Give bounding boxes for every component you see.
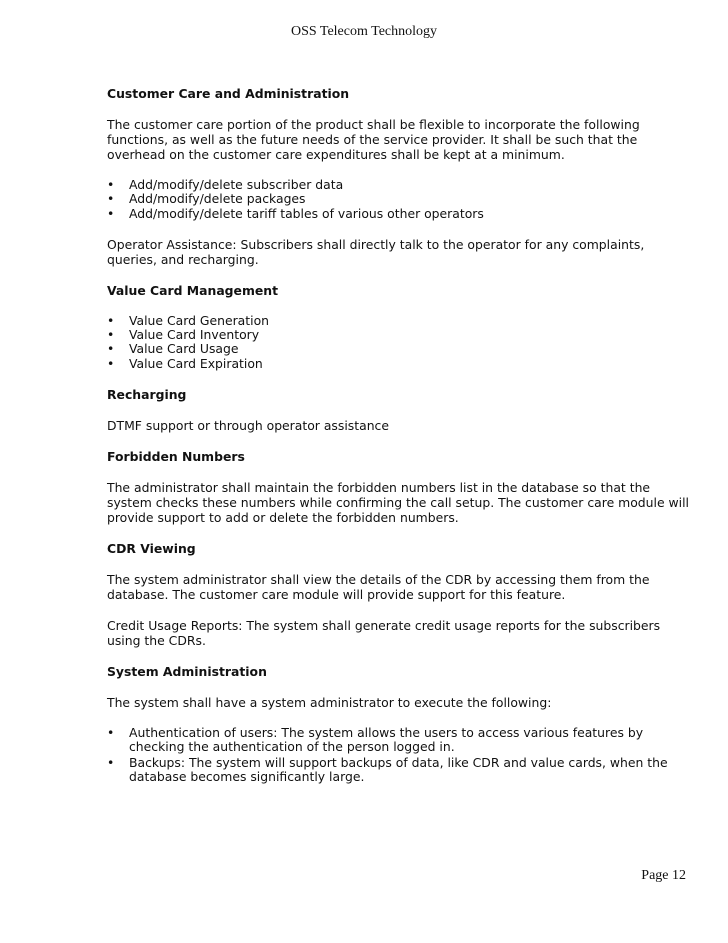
operator-assistance-text: Operator Assistance: Subscribers shall directly talk to the operator for any complaints, queries, and recharging. [107, 236, 645, 267]
list-item: • Value Card Expiration [107, 355, 263, 371]
recharging-text: DTMF support or through operator assistance [107, 418, 389, 434]
system-administration-intro: The system shall have a system administrator to execute the following: [107, 695, 552, 711]
bullet-icon: • [107, 327, 115, 343]
heading-value-card: Value Card Management [107, 282, 279, 298]
customer-care-intro: The customer care portion of the product shall be flexible to incorporate the following functions, as well as the future needs of the service provider. It shall be such that the overhead on the customer care expenditures shall be kept at a minimum. [107, 117, 640, 162]
list-item: • Add/modify/delete tariff tables of various other operators [107, 205, 484, 221]
bullet-icon: • [107, 725, 115, 741]
heading-recharging: Recharging [107, 387, 187, 403]
bullet-icon: • [107, 191, 115, 207]
customer-care-list [107, 178, 692, 221]
bullet-icon: • [107, 205, 115, 221]
system-administration-list [107, 726, 692, 785]
list-item: • Add/modify/delete packages [107, 191, 306, 207]
page-number: Page 12 [641, 868, 686, 883]
bullet-icon: • [107, 341, 115, 357]
page-header: OSS Telecom Technology [290, 24, 438, 39]
list-item: • Value Card Inventory [107, 327, 260, 343]
heading-system-administration: System Administration [107, 664, 267, 680]
list-item: • Add/modify/delete subscriber data [107, 177, 344, 192]
bullet-icon: • [107, 355, 115, 371]
cdr-viewing-text: The system administrator shall view the details of the CDR by accessing them from the database. The customer care module will provide support for this feature. [107, 572, 650, 603]
heading-cdr-viewing: CDR Viewing [107, 541, 196, 557]
page-content [107, 86, 692, 801]
bullet-icon: • [107, 312, 115, 328]
list-item: • Authentication of users: The system allows the users to access various features by checking the authentication of the person logged in. [107, 725, 644, 755]
value-card-list [107, 314, 692, 371]
heading-customer-care: Customer Care and Administration [107, 86, 350, 101]
list-item: • Value Card Usage [107, 341, 239, 357]
list-item: • Backups: The system will support backups of data, like CDR and value cards, when the database becomes significantly large. [107, 755, 668, 785]
forbidden-numbers-text: The administrator shall maintain the forbidden numbers list in the database so that the system checks these numbers while confirming the call setup. The customer care module will provide support to add or delete the forbidden numbers. [107, 480, 689, 526]
list-item: • Value Card Generation [107, 312, 270, 328]
bullet-icon: • [107, 755, 115, 771]
credit-usage-text: Credit Usage Reports: The system shall generate credit usage reports for the subscribers using the CDRs. [107, 618, 661, 649]
heading-forbidden-numbers: Forbidden Numbers [107, 449, 245, 465]
bullet-icon: • [107, 177, 115, 192]
